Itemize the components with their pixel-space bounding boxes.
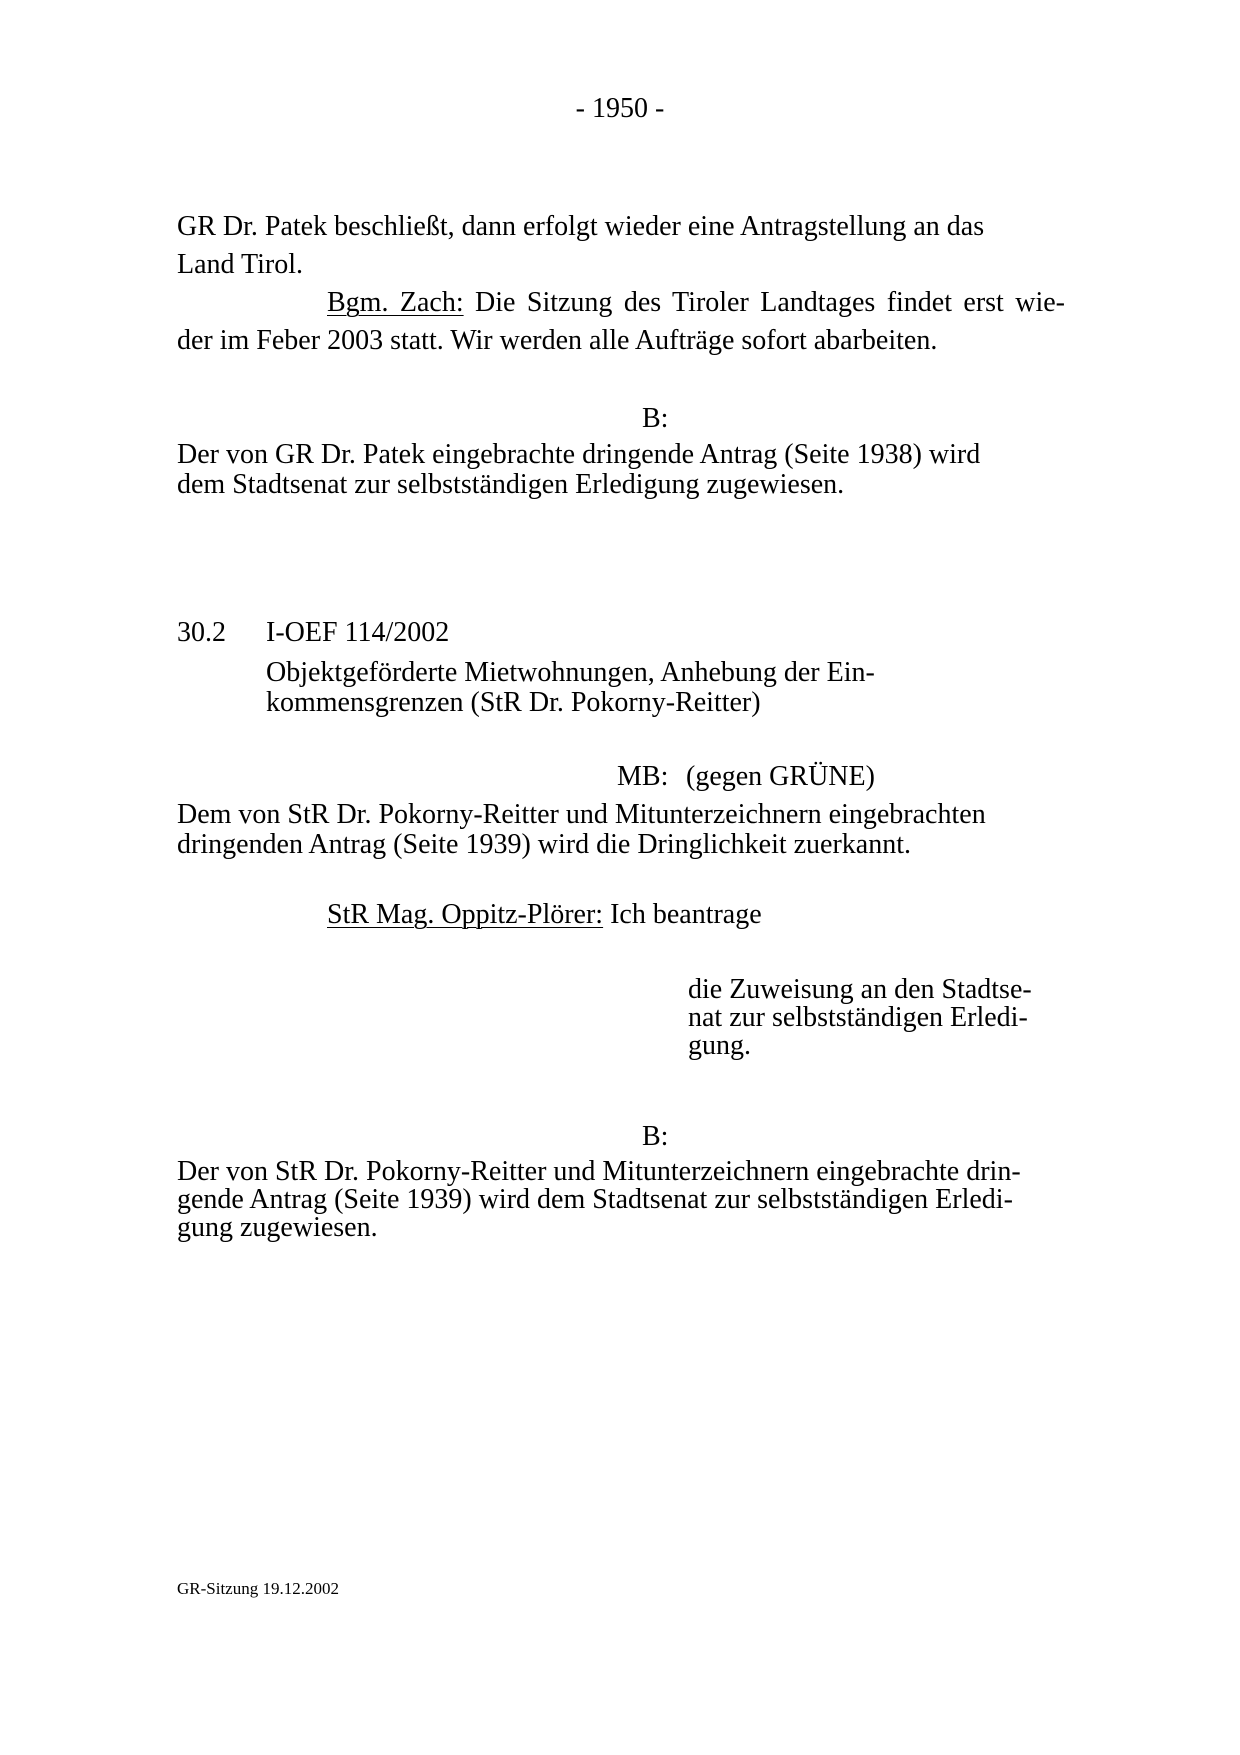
urgency-line: Dem von StR Dr. Pokorny-Reitter und Mitunterzeichnern eingebrachten	[177, 799, 986, 830]
decision-line: gende Antrag (Seite 1939) wird dem Stadtsenat zur selbstständigen Erledi-	[177, 1184, 1013, 1215]
speech-line	[327, 896, 762, 934]
vote-label: MB:	[617, 761, 669, 792]
speaker-name: Bgm. Zach:	[327, 287, 464, 318]
decision-line: dem Stadtsenat zur selbstständigen Erledigung zugewiesen.	[177, 469, 845, 500]
decision-label: B:	[642, 1121, 669, 1152]
speaker-name: StR Mag. Oppitz-Plörer:	[327, 899, 604, 930]
decision-label: B:	[642, 403, 669, 434]
item-reference: I-OEF 114/2002	[266, 617, 450, 648]
decision-line: gung zugewiesen.	[177, 1212, 378, 1243]
paragraph-line: Land Tirol.	[177, 249, 304, 280]
speech-line: der im Feber 2003 statt. Wir werden alle Aufträge sofort abarbeiten.	[177, 325, 938, 356]
decision-line: Der von StR Dr. Pokorny-Reitter und Mitunterzeichnern eingebrachte drin-	[177, 1156, 1021, 1187]
motion-line: gung.	[688, 1030, 751, 1061]
speech-text: Die Sitzung des Tiroler Landtages findet erst wie-	[475, 287, 1065, 318]
page-footer: GR-Sitzung 19.12.2002	[177, 1579, 339, 1598]
item-subject-line: Objektgeförderte Mietwohnungen, Anhebung der Ein-	[266, 657, 875, 688]
motion-line: die Zuweisung an den Stadtse-	[688, 974, 1032, 1005]
page-number: - 1950 -	[575, 93, 665, 124]
speech-line	[327, 284, 1065, 322]
motion-line: nat zur selbstständigen Erledi-	[688, 1002, 1028, 1033]
paragraph-line: GR Dr. Patek beschließt, dann erfolgt wieder eine Antragstellung an das	[177, 211, 985, 242]
item-subject-line: kommensgrenzen (StR Dr. Pokorny-Reitter)	[266, 687, 761, 718]
urgency-line: dringenden Antrag (Seite 1939) wird die Dringlichkeit zuerkannt.	[177, 829, 912, 860]
speech-text: Ich beantrage	[610, 899, 762, 930]
item-number: 30.2	[177, 617, 226, 648]
vote-note: (gegen GRÜNE)	[686, 761, 875, 792]
decision-line: Der von GR Dr. Patek eingebrachte dringende Antrag (Seite 1938) wird	[177, 439, 981, 470]
